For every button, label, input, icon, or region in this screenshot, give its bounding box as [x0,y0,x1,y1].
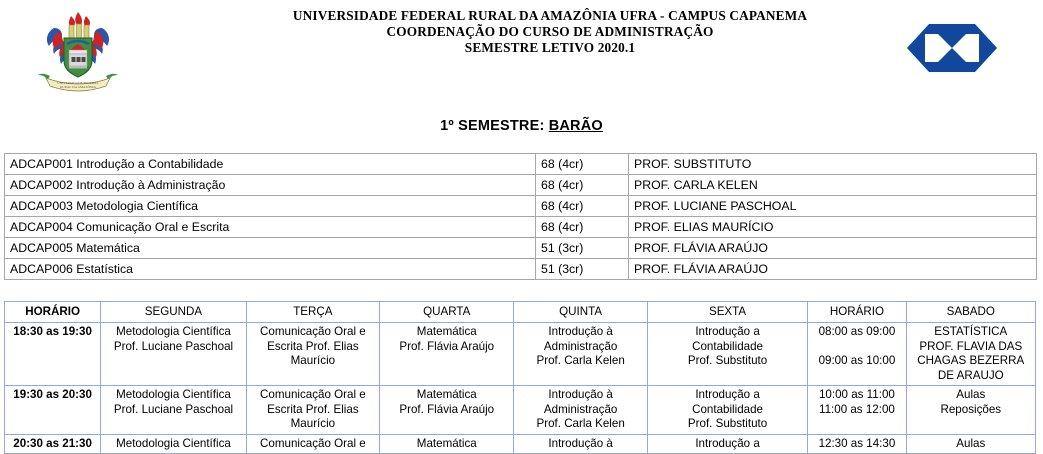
table-row [5,386,1036,435]
semester-heading [0,118,1043,134]
schedule-cell-horario2 [808,323,906,386]
schedule-cell-quinta [514,323,647,386]
discipline-hours: 68 (4cr) [536,217,629,238]
schedule-cell-quinta [514,386,647,435]
schedule-column-header: SEXTA [647,302,807,323]
svg-text:UNIVERSIDADE FEDERAL: UNIVERSIDADE FEDERAL [57,81,99,85]
discipline-hours: 68 (4cr) [536,154,629,175]
schedule-cell-terca [246,434,379,454]
schedule-cell-horario2 [808,386,906,435]
ufra-crest-icon [28,8,128,96]
cell-line: Prof. Substituto [687,417,768,430]
schedule-column-header: SABADO [906,302,1035,323]
table-row [5,154,1037,175]
cell-line: Escrita Prof. Elias [267,339,359,353]
cell-line: CHAGAS BEZERRA [917,354,1025,367]
cell-line: Matemática [416,388,477,401]
cell-line: Comunicação Oral e [260,436,366,450]
table-row [5,259,1037,280]
discipline-hours: 68 (4cr) [536,196,629,217]
header-title-line-2: COORDENAÇÃO DO CURSO DE ADMINISTRAÇÃO [386,24,714,39]
schedule-header-row [5,302,1036,323]
schedule-cell-segunda [101,323,246,386]
header-title-line-1: UNIVERSIDADE FEDERAL RURAL DA AMAZÔNIA UFRA - CAMPUS CAPANEMA [292,8,808,23]
table-row [5,175,1037,196]
cell-line: Metodologia Científica [116,325,231,338]
schedule-table [4,301,1036,454]
page-header [0,0,1043,100]
cell-line: Introdução a [695,325,760,338]
schedule-cell-sabado [906,386,1035,435]
cell-line: Matemática [416,436,477,450]
schedule-cell-segunda [101,434,246,454]
cell-line: Contabilidade [692,339,763,353]
schedule-time-slot: 19:30 as 20:30 [5,386,101,435]
discipline-code: ADCAP001 Introdução a Contabilidade [5,154,536,175]
cell-line: Introdução a [695,436,760,450]
disciplines-table-container [0,153,1043,280]
schedule-cell-sexta [647,323,807,386]
cell-line: Introdução à [548,436,613,450]
discipline-professor: PROF. SUBSTITUTO [629,154,1037,175]
cell-line: Matemática [416,325,477,338]
schedule-cell-sexta [647,386,807,435]
header-title-block [210,8,890,56]
cell-line: Introdução à [548,388,613,401]
schedule-cell-quarta [380,323,514,386]
schedule-cell-sexta [647,434,807,454]
schedule-time-slot: 18:30 as 19:30 [5,323,101,386]
cell-line: Prof. Flávia Araújo [399,402,495,416]
semester-prefix: 1º SEMESTRE: [440,118,549,134]
schedule-column-header: QUINTA [514,302,647,323]
discipline-code: ADCAP003 Metodologia Científica [5,196,536,217]
cell-line: 11:00 as 12:00 [818,402,895,416]
cell-line: Comunicação Oral e [260,325,366,338]
cell-line: PROF. FLAVIA DAS [919,339,1023,353]
discipline-professor: PROF. FLÁVIA ARAÚJO [629,259,1037,280]
discipline-professor: PROF. LUCIANE PASCHOAL [629,196,1037,217]
cell-line: Prof. Luciane Paschoal [113,402,234,416]
cell-line: 08:00 as 09:00 [818,325,896,338]
cell-line: 09:00 as 10:00 [818,354,896,367]
cell-line: Prof. Carla Kelen [536,354,625,367]
schedule-cell-terca [246,323,379,386]
cell-line: 10:00 as 11:00 [818,388,895,401]
cell-line: ESTATÍSTICA [934,325,1008,338]
cell-line: Metodologia Científica [116,388,231,401]
cell-line: Escrita Prof. Elias [267,402,359,416]
cell-line: Prof. Luciane Paschoal [113,339,234,353]
schedule-cell-quarta [380,386,514,435]
schedule-cell-horario2 [808,434,906,454]
cell-line: Aulas [956,388,986,401]
schedule-table-container [0,301,1043,454]
cell-line: Administração [543,339,618,353]
cra-hexagon-logo-icon [905,22,999,74]
svg-text:RURAL DA AMAZÔNIA: RURAL DA AMAZÔNIA [59,85,97,89]
discipline-code: ADCAP005 Matemática [5,238,536,259]
table-row [5,196,1037,217]
discipline-code: ADCAP002 Introdução à Administração [5,175,536,196]
cell-line: Reposições [940,402,1002,416]
cell-line: Administração [543,402,618,416]
discipline-hours: 68 (4cr) [536,175,629,196]
discipline-hours: 51 (3cr) [536,259,629,280]
discipline-code: ADCAP004 Comunicação Oral e Escrita [5,217,536,238]
schedule-column-header: SEGUNDA [101,302,246,323]
schedule-cell-sabado [906,434,1035,454]
schedule-cell-quinta [514,434,647,454]
cell-line: 12:30 as 14:30 [818,436,896,450]
schedule-cell-sabado [906,323,1035,386]
cell-line: Prof. Carla Kelen [536,417,625,430]
cell-line: Maurício [290,417,336,430]
cell-line: Aulas [956,436,986,450]
table-row [5,434,1036,454]
cell-line: Maurício [290,354,336,367]
cell-line: Introdução à [548,325,613,338]
schedule-column-header: HORÁRIO [808,302,906,323]
schedule-time-slot: 20:30 as 21:30 [5,434,101,454]
discipline-professor: PROF. FLÁVIA ARAÚJO [629,238,1037,259]
schedule-column-header: TERÇA [246,302,379,323]
cell-line: Prof. Substituto [687,354,768,367]
discipline-code: ADCAP006 Estatística [5,259,536,280]
discipline-professor: PROF. ELIAS MAURÍCIO [629,217,1037,238]
table-row [5,217,1037,238]
schedule-column-header: HORÁRIO [5,302,101,323]
discipline-professor: PROF. CARLA KELEN [629,175,1037,196]
schedule-cell-quarta [380,434,514,454]
schedule-cell-terca [246,386,379,435]
disciplines-table [4,153,1037,280]
cell-line: DE ARAUJO [937,368,1004,382]
cell-line: Introdução a [695,388,760,401]
cell-line: Metodologia Científica [116,436,231,450]
cell-line: Contabilidade [692,402,763,416]
discipline-hours: 51 (3cr) [536,238,629,259]
schedule-cell-segunda [101,386,246,435]
table-row [5,323,1036,386]
semester-name: BARÃO [548,118,603,134]
cell-line: Comunicação Oral e [260,388,366,401]
schedule-column-header: QUARTA [380,302,514,323]
table-row [5,238,1037,259]
cell-line: Prof. Flávia Araújo [399,339,495,353]
header-title-line-3: SEMESTRE LETIVO 2020.1 [464,40,636,55]
